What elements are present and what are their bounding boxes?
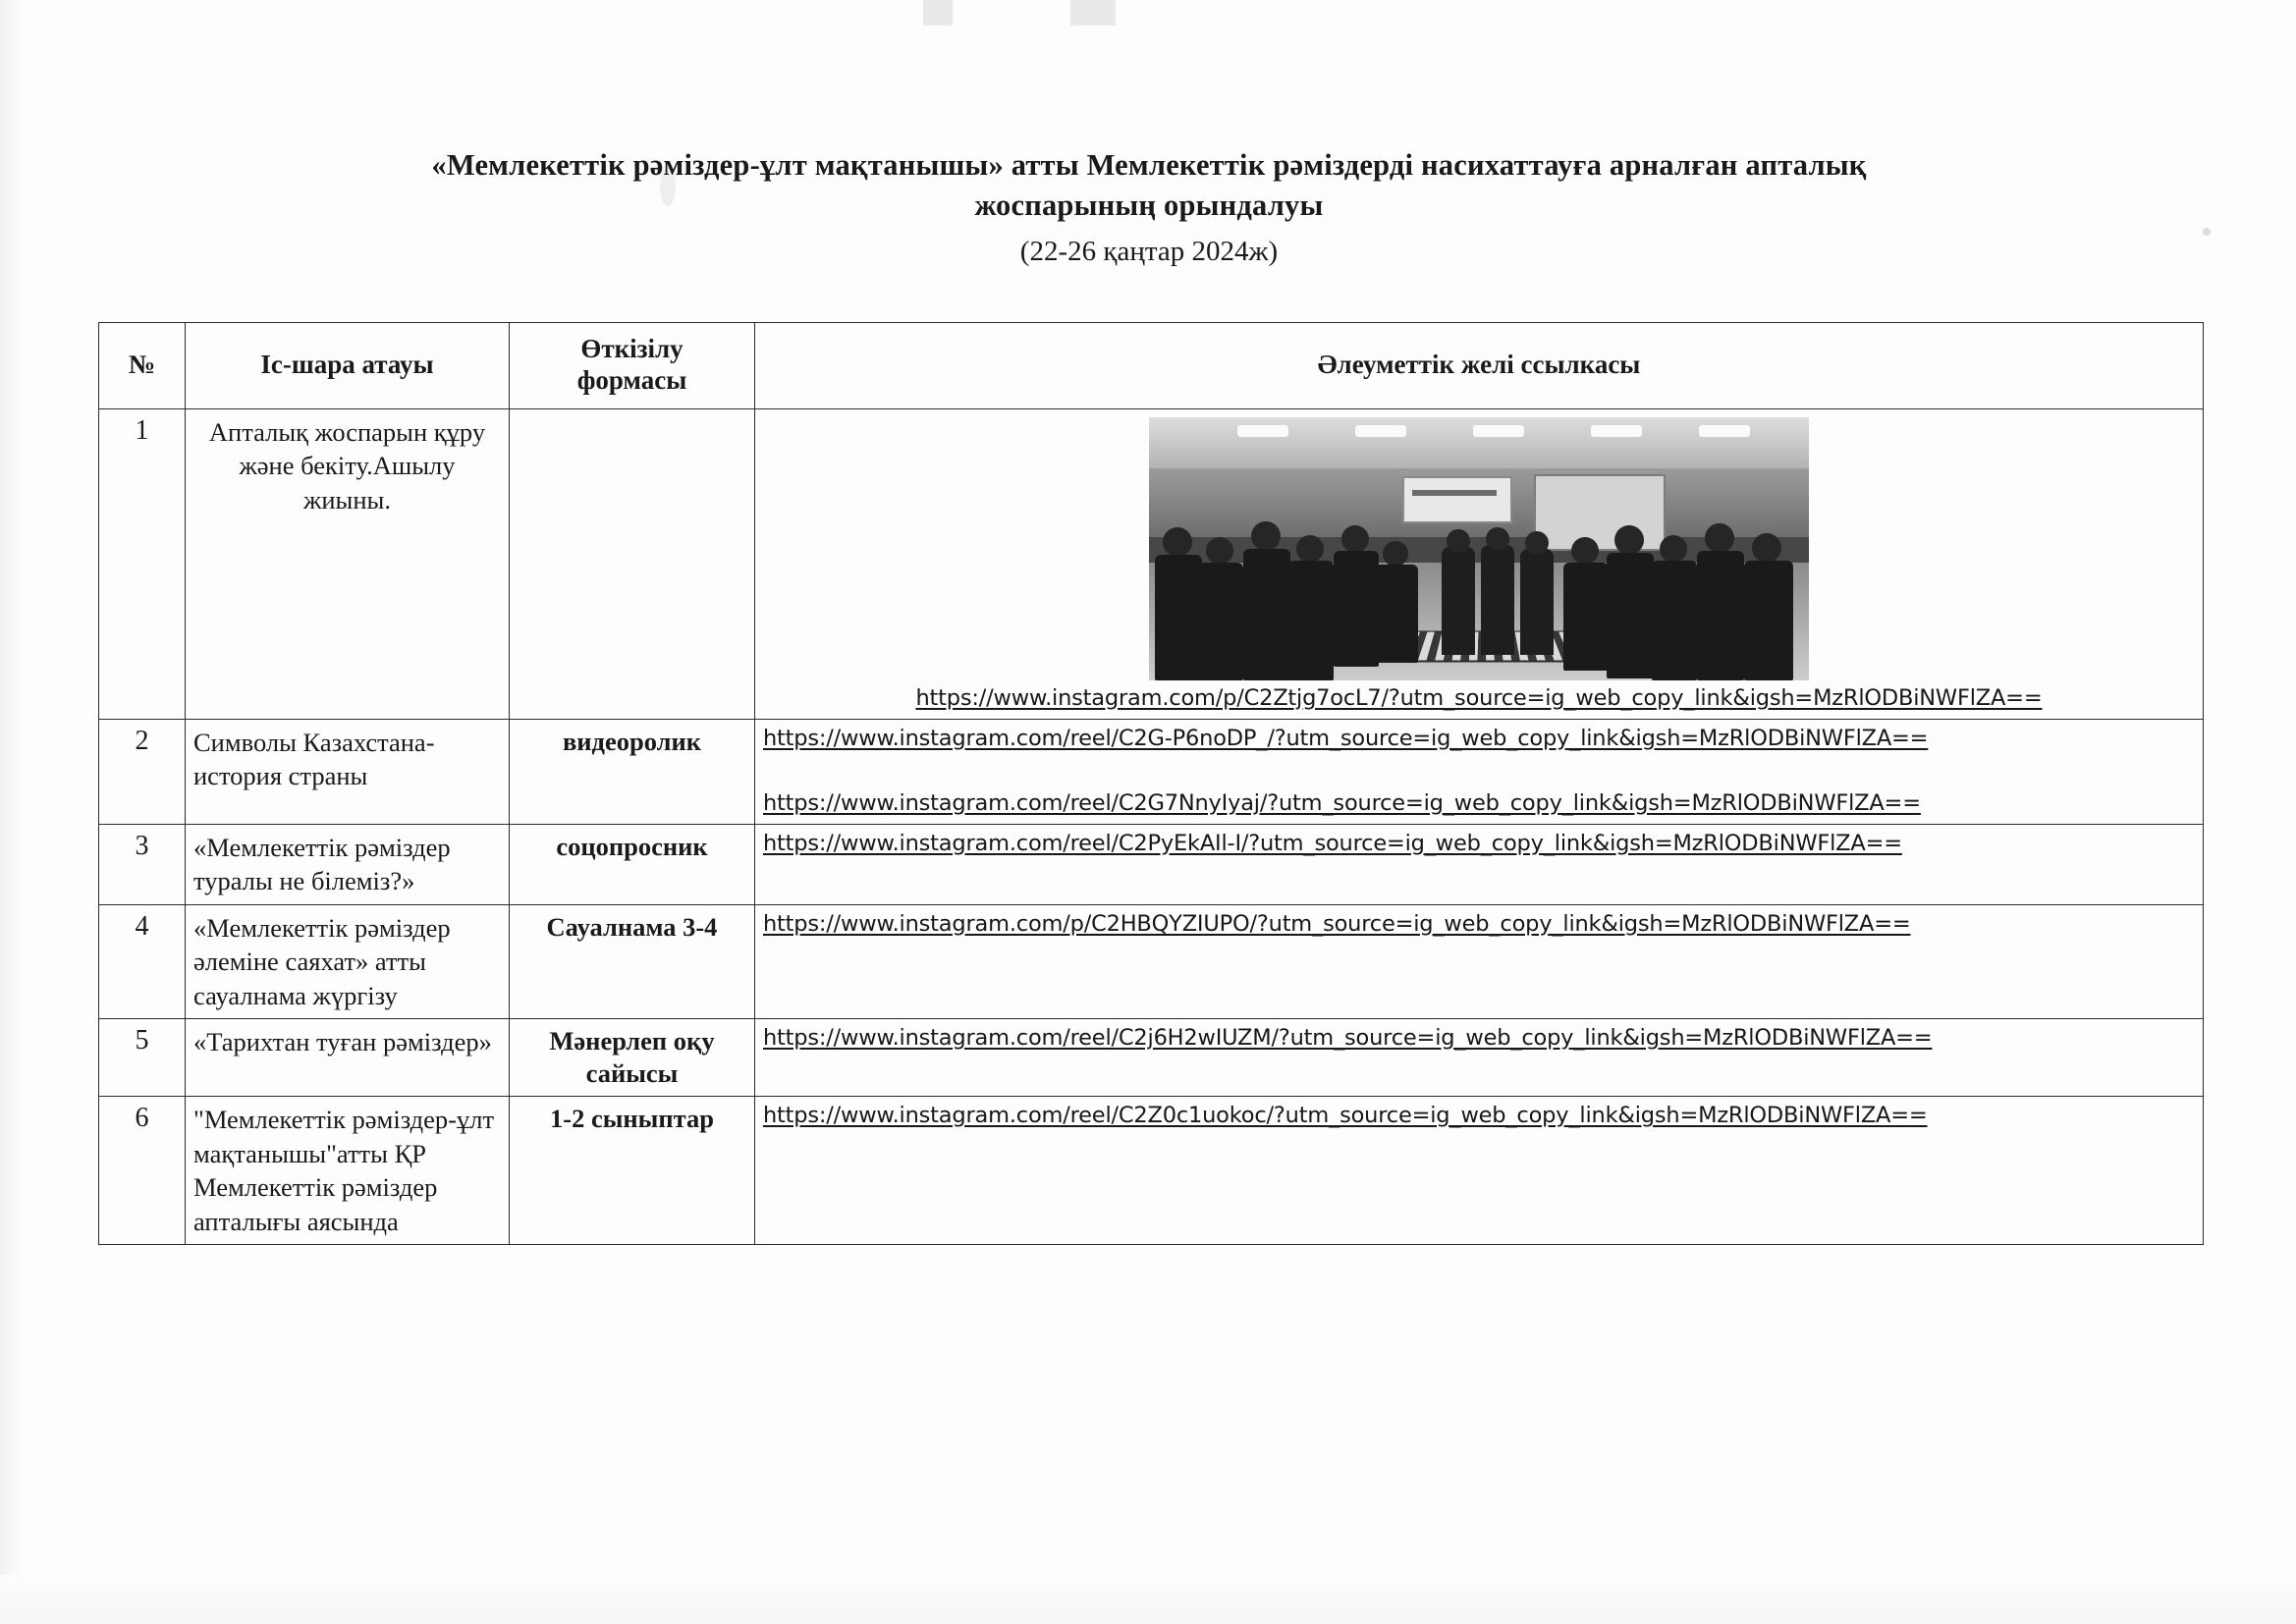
row-activity-name: Символы Казахстана-история страны <box>186 719 510 824</box>
crowd-figures <box>1149 508 1809 680</box>
instagram-link[interactable]: https://www.instagram.com/reel/C2PyEkAIl-I/?utm_source=ig_web_copy_link&igsh=MzRlODBiNWFlZA== <box>763 830 1902 856</box>
row-activity-name: Апталық жоспарын құру және бекіту.Ашылу жиыны. <box>186 408 510 719</box>
row-activity-name: «Мемлекеттік рәміздер туралы не білеміз?» <box>186 824 510 904</box>
instagram-link[interactable]: https://www.instagram.com/p/C2HBQYZIUPO/?utm_source=ig_web_copy_link&igsh=MzRlODBiNWFlZA== <box>763 910 1911 937</box>
page-title <box>147 145 2151 225</box>
instagram-link[interactable]: https://www.instagram.com/reel/C2Z0c1uokoc/?utm_source=ig_web_copy_link&igsh=MzRlODBiNWFlZA== <box>763 1103 1928 1129</box>
table-header-row <box>99 323 2204 409</box>
row-activity-name: «Тарихтан туған рәміздер» <box>186 1018 510 1096</box>
column-header-activity-name: Іс-шара атауы <box>186 323 510 409</box>
row-number: 3 <box>99 824 186 904</box>
page-title-line-2: жоспарының орындалуы <box>974 188 1324 222</box>
scan-artifact <box>923 0 953 26</box>
row-form: видеоролик <box>510 719 755 824</box>
instagram-link[interactable]: https://www.instagram.com/reel/C2G7NnyIyaj/?utm_source=ig_web_copy_link&igsh=MzRlODBiNWFlZA== <box>763 789 1921 816</box>
activity-plan-table <box>98 322 2204 1245</box>
scan-edge-shadow <box>0 0 26 1624</box>
row-number: 4 <box>99 904 186 1018</box>
instagram-link[interactable]: https://www.instagram.com/reel/C2G-P6noDP_/?utm_source=ig_web_copy_link&igsh=MzRlODBiNWFlZA== <box>763 725 1929 751</box>
row-number: 5 <box>99 1018 186 1096</box>
row-number: 6 <box>99 1097 186 1245</box>
row-links <box>755 824 2204 904</box>
row-links <box>755 904 2204 1018</box>
instagram-link[interactable]: https://www.instagram.com/p/C2Ztjg7ocL7/?utm_source=ig_web_copy_link&igsh=MzRlODBiNWFlZA== <box>915 684 2043 711</box>
table-row <box>99 824 2204 904</box>
table-row <box>99 408 2204 719</box>
scan-edge-shadow-bottom <box>0 1575 2296 1624</box>
page-title-line-1: «Мемлекеттік рәміздер-ұлт мақтанышы» атты Мемлекеттік рәміздерді насихаттауға арналған апталық <box>431 148 1867 182</box>
row-form: Сауалнама 3-4 <box>510 904 755 1018</box>
table-row <box>99 1018 2204 1096</box>
school-hall-crowd-photo <box>1149 417 1809 680</box>
scan-artifact <box>2203 228 2211 236</box>
row-links <box>755 719 2204 824</box>
table-row <box>99 1097 2204 1245</box>
column-header-social-link: Әлеуметтік желі ссылкасы <box>755 323 2204 409</box>
row-links <box>755 408 2204 719</box>
row-form: 1-2 сыныптар <box>510 1097 755 1245</box>
row-links <box>755 1018 2204 1096</box>
row-form: Мәнерлеп оқу сайысы <box>510 1018 755 1096</box>
scan-artifact <box>1070 0 1116 26</box>
row-number: 2 <box>99 719 186 824</box>
page-subtitle-date: (22-26 қаңтар 2024ж) <box>1019 236 1279 267</box>
table-row <box>99 904 2204 1018</box>
photo-container <box>763 415 2195 685</box>
row-number: 1 <box>99 408 186 719</box>
row-activity-name: "Мемлекеттік рәміздер-ұлт мақтанышы"атты ҚР Мемлекеттік рәміздер апталығы аясында <box>186 1097 510 1245</box>
row-activity-name: «Мемлекеттік рәміздер әлеміне саяхат» атты сауалнама жүргізу <box>186 904 510 1018</box>
column-header-form-line-2: формасы <box>576 365 687 396</box>
column-header-form <box>510 323 755 409</box>
instagram-link[interactable]: https://www.instagram.com/reel/C2j6H2wIUZM/?utm_source=ig_web_copy_link&igsh=MzRlODBiNWFlZA== <box>763 1024 1933 1051</box>
column-header-number: № <box>99 323 186 409</box>
table-row <box>99 719 2204 824</box>
row-links <box>755 1097 2204 1245</box>
row-form: соцопросник <box>510 824 755 904</box>
row-form <box>510 408 755 719</box>
column-header-form-line-1: Өткізілу <box>580 334 683 363</box>
